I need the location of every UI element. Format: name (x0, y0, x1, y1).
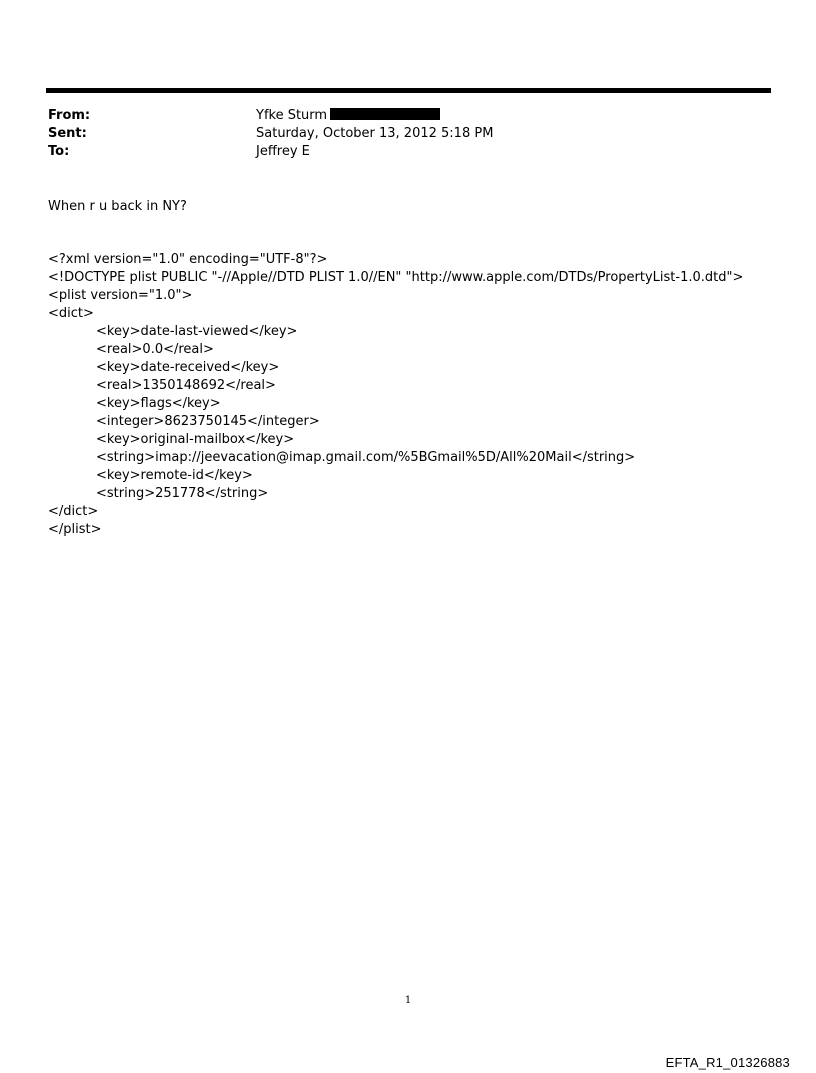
page-number: 1 (404, 995, 412, 1006)
to-value: Jeffrey E (256, 144, 310, 159)
xml-line: <key>date-received</key> (96, 360, 280, 375)
xml-line: <key>date-last-viewed</key> (96, 324, 298, 339)
to-label: To: (48, 144, 70, 159)
xml-line: </plist> (48, 522, 102, 537)
sent-label: Sent: (48, 126, 87, 141)
xml-line: <real>0.0</real> (96, 342, 214, 357)
xml-line: <!DOCTYPE plist PUBLIC "-//Apple//DTD PLIST 1.0//EN" "http://www.apple.com/DTDs/PropertyList-1.0.dtd"> (48, 270, 744, 285)
xml-line: <plist version="1.0"> (48, 288, 193, 303)
message-body: When r u back in NY? (48, 199, 187, 214)
xml-line: <string>imap://jeevacation@imap.gmail.com/%5BGmail%5D/All%20Mail</string> (96, 450, 636, 465)
redaction-block (330, 108, 440, 120)
xml-line: <dict> (48, 306, 94, 321)
xml-line: <?xml version="1.0" encoding="UTF-8"?> (48, 252, 328, 267)
xml-line: <key>remote-id</key> (96, 468, 253, 483)
sent-value: Saturday, October 13, 2012 5:18 PM (256, 126, 494, 141)
sender-name: Yfke Sturm (256, 108, 328, 123)
xml-line: <string>251778</string> (96, 486, 269, 501)
xml-line: <integer>8623750145</integer> (96, 414, 320, 429)
header-divider (46, 88, 771, 93)
from-label: From: (48, 108, 91, 123)
xml-content (48, 251, 743, 539)
xml-line: <key>original-mailbox</key> (96, 432, 295, 447)
from-value (256, 107, 440, 125)
xml-line: <key>flags</key> (96, 396, 221, 411)
xml-line: </dict> (48, 504, 99, 519)
document-id: EFTA_R1_01326883 (665, 1055, 790, 1070)
xml-line: <real>1350148692</real> (96, 378, 276, 393)
